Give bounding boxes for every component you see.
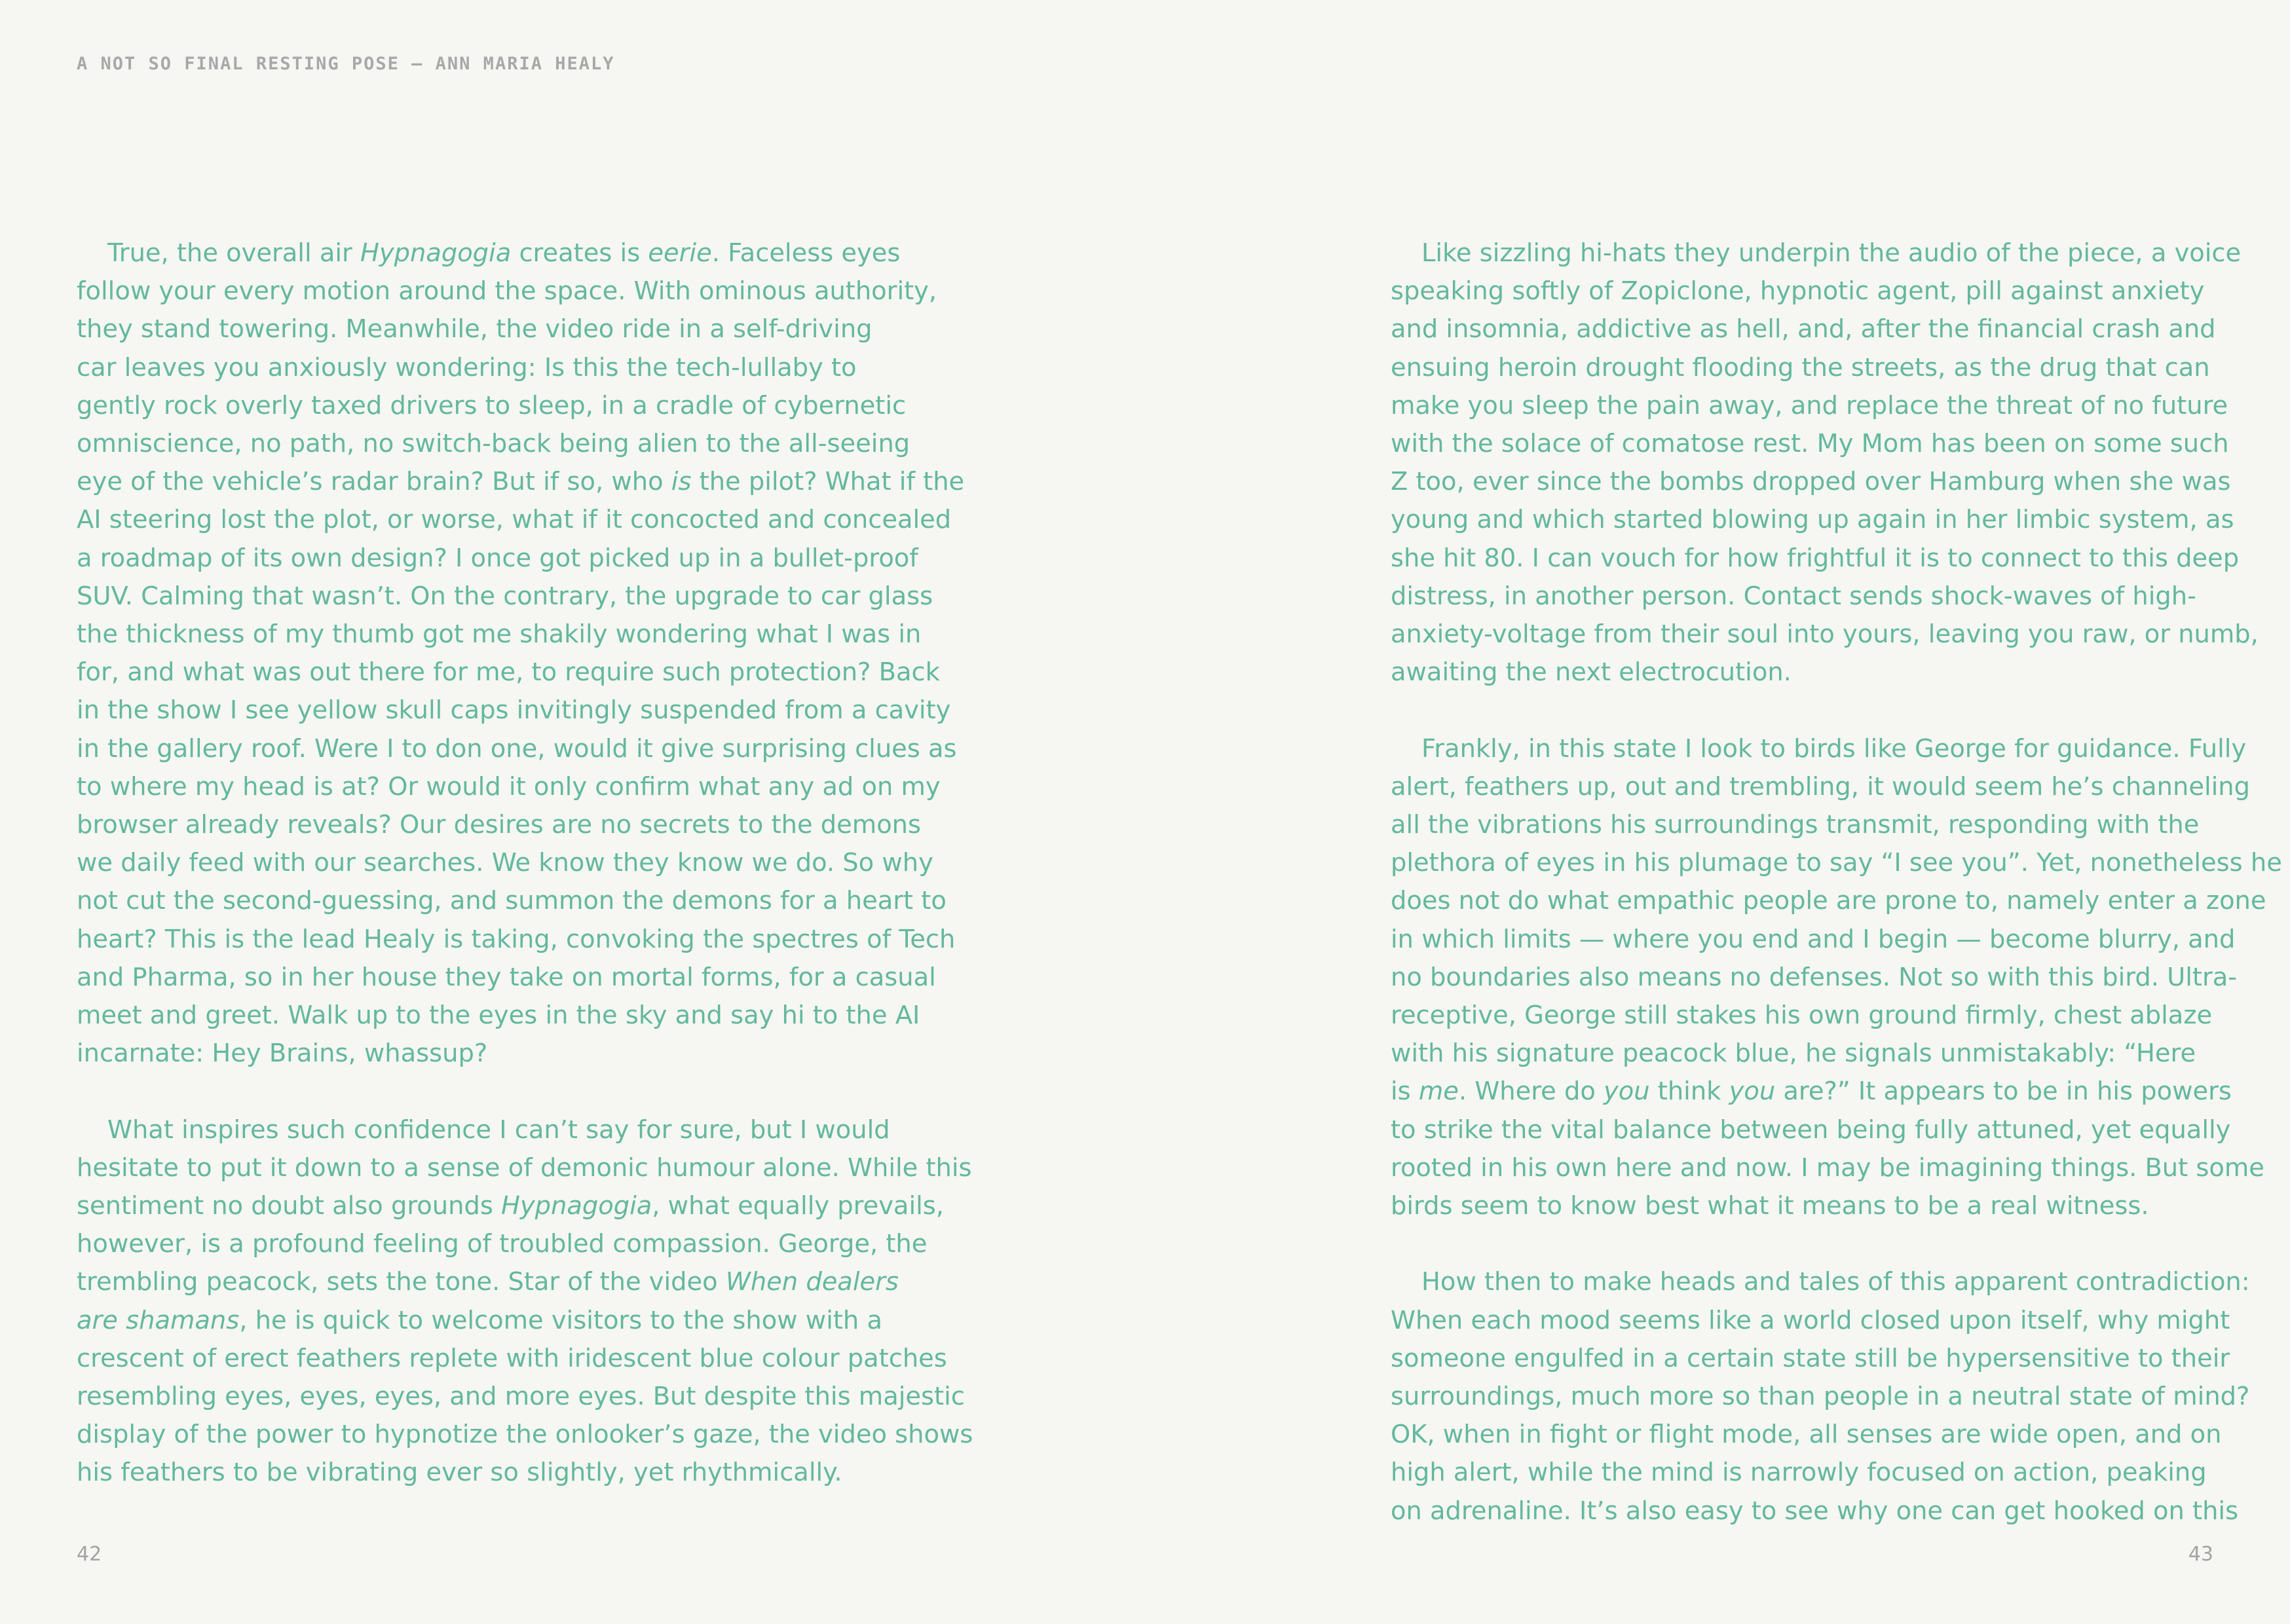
- text-line: [1391, 844, 2282, 882]
- text-line: [1391, 1378, 2250, 1416]
- text-run: incarnate: Hey Brains, whassup?: [77, 1039, 488, 1069]
- text-line: [1391, 310, 2229, 348]
- text-run: someone engulfed in a certain state still be hypersensitive to their: [1391, 1343, 2230, 1373]
- text-run: OK, when in fight or flight mode, all senses are wide open, and on: [1391, 1420, 2222, 1450]
- text-run: and Pharma, so in her house they take on mortal forms, for a casual: [77, 962, 936, 992]
- text-line: [1391, 1454, 2229, 1492]
- text-line: [1391, 387, 2229, 425]
- text-run: car leaves you anxiously wondering: Is this the tech-lullaby to: [77, 352, 857, 382]
- text-run: no boundaries also means no defenses. Not so with this bird. Ultra-: [1391, 962, 2238, 992]
- text-run: with his signature peacock blue, he signals unmistakably: “Here: [1391, 1039, 2196, 1069]
- text-run: the thickness of my thumb got me shakily wondering what I was in: [77, 619, 922, 650]
- text-run: surroundings, much more so than people in a neutral state of mind?: [1391, 1382, 2250, 1412]
- text-line: [1391, 882, 2266, 920]
- right-column: [1391, 234, 2282, 1568]
- text-line: [77, 1416, 973, 1454]
- text-run: his feathers to be vibrating ever so slightly, yet rhythmically.: [77, 1458, 842, 1488]
- text-run: crescent of erect feathers replete with iridescent blue colour patches: [77, 1343, 947, 1373]
- text-run: we daily feed with our searches. We know they know we do. So why: [77, 848, 933, 878]
- text-line: [77, 1187, 944, 1225]
- text-line: [1391, 578, 2229, 616]
- text-line: [1391, 730, 2247, 768]
- text-line: [77, 1454, 915, 1492]
- text-line: [77, 1263, 915, 1301]
- text-run: does not do what empathic people are prone to, namely enter a zone: [1391, 886, 2266, 916]
- text-line: [77, 882, 947, 920]
- text-line: [1391, 959, 2238, 997]
- text-line: [1391, 1149, 2264, 1187]
- italic-text: is: [671, 467, 692, 497]
- text-line: [77, 501, 952, 539]
- text-run: on adrenaline. It’s also easy to see why one can get hooked on this: [1391, 1496, 2239, 1526]
- paragraph: [1391, 1263, 2250, 1530]
- text-run: in the gallery roof. Were I to don one, would it give surprising clues as: [77, 733, 957, 764]
- text-run: True, the overall air: [107, 238, 361, 268]
- text-line: [1391, 1035, 2229, 1073]
- text-run: make you sleep the pain away, and replace the threat of no future: [1391, 390, 2228, 420]
- text-line: [77, 463, 965, 501]
- text-run: plethora of eyes in his plumage to say “I see you”. Yet, nonetheless he: [1391, 848, 2282, 878]
- text-run: to strike the vital balance between being fully attuned, yet equally: [1391, 1115, 2231, 1145]
- text-run: young and which started blowing up again in her limbic system, as: [1391, 505, 2234, 535]
- text-run: a roadmap of its own design? I once got picked up in a bullet-proof: [77, 543, 918, 573]
- italic-text: Hypnagogia: [501, 1191, 652, 1221]
- text-run: trembling peacock, sets the tone. Star of the video: [77, 1267, 726, 1297]
- text-line: [1391, 1302, 2229, 1340]
- text-line: [1391, 768, 2250, 806]
- paragraph: [77, 234, 965, 1073]
- text-run: rooted in his own here and now. I may be imagining things. But some: [1391, 1153, 2264, 1183]
- text-line: [1391, 540, 2240, 578]
- text-line: [77, 768, 941, 806]
- italic-text: eerie: [648, 238, 712, 268]
- text-line: [1391, 997, 2229, 1035]
- text-run: display of the power to hypnotize the onlooker’s gaze, the video shows: [77, 1420, 973, 1450]
- text-run: receptive, George still stakes his own ground firmly, chest ablaze: [1391, 1001, 2213, 1031]
- text-run: high alert, while the mind is narrowly focused on action, peaking: [1391, 1458, 2207, 1488]
- text-run: distress, in another person. Contact sends shock-waves of high-: [1391, 581, 2196, 611]
- text-line: [77, 844, 933, 882]
- text-line: [77, 1111, 915, 1149]
- text-line: [77, 1378, 965, 1416]
- text-line: [77, 1225, 928, 1263]
- text-line: [1391, 921, 2236, 959]
- text-run: SUV. Calming that wasn’t. On the contrary, the upgrade to car glass: [77, 581, 933, 611]
- italic-text: me: [1418, 1077, 1459, 1107]
- text-run: AI steering lost the plot, or worse, what if it concocted and concealed: [77, 505, 952, 535]
- text-line: [1391, 1073, 2232, 1111]
- text-run: hesitate to put it down to a sense of demonic humour alone. While this: [77, 1153, 972, 1183]
- text-run: with the solace of comatose rest. My Mom has been on some such: [1391, 429, 2229, 459]
- text-run: the pilot? What if the: [691, 467, 965, 497]
- text-run: follow your every motion around the space. With ominous authority,: [77, 276, 937, 306]
- text-run: . Where do: [1458, 1077, 1604, 1107]
- text-run: Frankly, in this state I look to birds like George for guidance. Fully: [1421, 733, 2247, 764]
- text-line: [1391, 1492, 2239, 1530]
- text-line: [1391, 425, 2229, 463]
- text-line: [1391, 349, 2229, 387]
- text-line: [1391, 501, 2234, 539]
- italic-text: you: [1604, 1077, 1650, 1107]
- text-line: [77, 806, 922, 844]
- text-line: [1391, 1340, 2229, 1378]
- text-line: [77, 921, 956, 959]
- page-number-left: 42: [77, 1543, 102, 1566]
- text-run: . Faceless eyes: [711, 238, 901, 268]
- text-line: [1391, 654, 2229, 692]
- text-line: [1391, 1111, 2229, 1149]
- text-run: she hit 80. I can vouch for how frightful it is to connect to this deep: [1391, 543, 2240, 573]
- text-line: [77, 997, 920, 1035]
- text-line: [77, 272, 937, 310]
- running-head: A NOT SO FINAL RESTING POSE – ANN MARIA HEALY: [77, 54, 615, 74]
- text-run: browser already reveals? Our desires are no secrets to the demons: [77, 810, 922, 840]
- text-line: [77, 1302, 915, 1340]
- text-line: [1391, 616, 2259, 654]
- text-run: in which limits — where you end and I begin — become blurry, and: [1391, 924, 2236, 954]
- text-run: Like sizzling hi-hats they underpin the audio of the piece, a voice: [1421, 238, 2242, 268]
- text-line: [77, 692, 951, 729]
- text-run: are?” It appears to be in his powers: [1775, 1077, 2232, 1107]
- text-line: [77, 1035, 915, 1073]
- paragraph: [77, 1111, 973, 1492]
- text-line: [77, 654, 940, 692]
- text-run: not cut the second-guessing, and summon the demons for a heart to: [77, 886, 947, 916]
- text-line: [1391, 234, 2242, 272]
- text-line: [77, 540, 918, 578]
- text-run: ensuing heroin drought flooding the streets, as the drug that can: [1391, 352, 2210, 382]
- text-run: , he is quick to welcome visitors to the show with a: [239, 1305, 882, 1335]
- text-run: What inspires such confidence I can’t say for sure, but I would: [107, 1115, 890, 1145]
- text-run: for, and what was out there for me, to require such protection? Back: [77, 657, 940, 688]
- text-line: [77, 310, 915, 348]
- text-run: in the show I see yellow skull caps invitingly suspended from a cavity: [77, 695, 951, 726]
- italic-text: you: [1729, 1077, 1776, 1107]
- text-line: [77, 387, 915, 425]
- left-column: [77, 234, 973, 1530]
- text-run: all the vibrations his surroundings transmit, responding with the: [1391, 810, 2200, 840]
- text-line: [77, 730, 957, 768]
- text-run: omniscience, no path, no switch-back being alien to the all-seeing: [77, 429, 910, 459]
- text-run: and insomnia, addictive as hell, and, after the financial crash and: [1391, 314, 2216, 344]
- text-run: How then to make heads and tales of this apparent contradiction:: [1421, 1267, 2250, 1297]
- text-run: heart? This is the lead Healy is taking, convoking the spectres of Tech: [77, 924, 956, 954]
- text-line: [77, 1340, 947, 1378]
- text-run: think: [1649, 1077, 1729, 1107]
- text-run: gently rock overly taxed drivers to sleep, in a cradle of cybernetic: [77, 390, 907, 420]
- text-line: [77, 425, 915, 463]
- italic-text: are shamans: [77, 1305, 240, 1335]
- text-run: alert, feathers up, out and trembling, it would seem he’s channeling: [1391, 771, 2250, 802]
- text-line: [77, 234, 915, 272]
- text-line: [77, 616, 922, 654]
- text-line: [77, 959, 936, 997]
- text-run: eye of the vehicle’s radar brain? But if so, who: [77, 467, 671, 497]
- text-run: Z too, ever since the bombs dropped over Hamburg when she was: [1391, 467, 2231, 497]
- text-run: When each mood seems like a world closed upon itself, why might: [1391, 1305, 2230, 1335]
- text-line: [1391, 806, 2229, 844]
- text-run: creates is: [511, 238, 648, 268]
- text-run: is: [1391, 1077, 1419, 1107]
- text-line: [1391, 1187, 2229, 1225]
- text-run: sentiment no doubt also grounds: [77, 1191, 502, 1221]
- text-line: [1391, 463, 2229, 501]
- text-line: [1391, 272, 2229, 310]
- text-run: resembling eyes, eyes, eyes, and more eyes. But despite this majestic: [77, 1382, 965, 1412]
- text-run: awaiting the next electrocution.: [1391, 657, 1792, 688]
- page-number-right: 43: [2188, 1543, 2213, 1566]
- text-run: speaking softly of Zopiclone, hypnotic agent, pill against anxiety: [1391, 276, 2205, 306]
- text-line: [77, 349, 915, 387]
- text-run: birds seem to know best what it means to be a real witness.: [1391, 1191, 2149, 1221]
- text-run: , what equally prevails,: [652, 1191, 944, 1221]
- paragraph: [1391, 234, 2259, 692]
- text-run: anxiety-voltage from their soul into yours, leaving you raw, or numb,: [1391, 619, 2259, 650]
- text-run: however, is a profound feeling of troubled compassion. George, the: [77, 1229, 928, 1259]
- text-line: [77, 1149, 972, 1187]
- text-line: [1391, 1416, 2229, 1454]
- text-run: they stand towering. Meanwhile, the video ride in a self-driving: [77, 314, 873, 344]
- text-line: [77, 578, 933, 616]
- text-run: to where my head is at? Or would it only confirm what any ad on my: [77, 771, 941, 802]
- text-line: [1391, 1263, 2250, 1301]
- text-run: meet and greet. Walk up to the eyes in the sky and say hi to the AI: [77, 1001, 920, 1031]
- italic-text: Hypnagogia: [360, 238, 512, 268]
- italic-text: When dealers: [725, 1267, 899, 1297]
- paragraph: [1391, 730, 2282, 1226]
